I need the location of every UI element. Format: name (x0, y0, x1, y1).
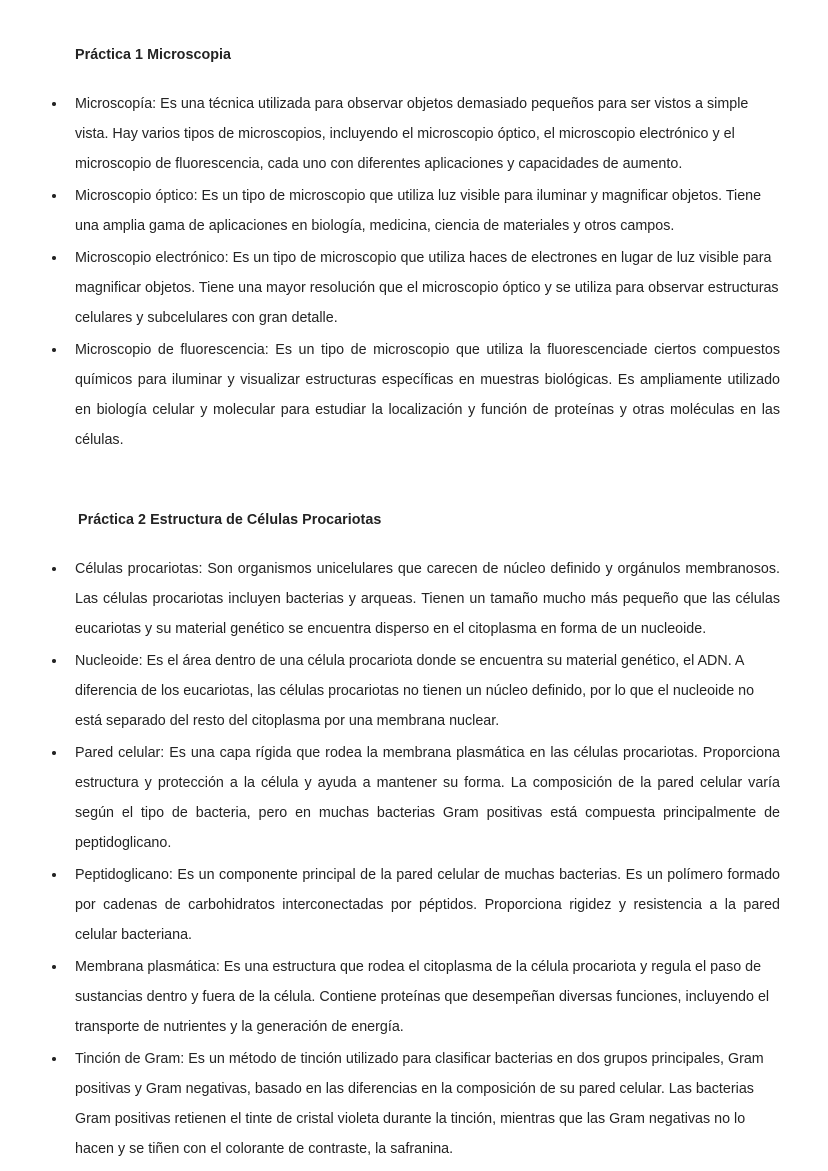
bullet-text: Microscopio óptico: Es un tipo de microscopio que utiliza luz visible para iluminar y magnificar objetos. Tiene una amplia gama de aplicaciones en biología, medicina, ciencia de materiales y otros campos. (75, 188, 762, 234)
list-item (52, 181, 780, 241)
list-item (52, 646, 780, 736)
document-content (52, 45, 780, 1166)
bullet-text: Microscopio electrónico: Es un tipo de microscopio que utiliza haces de electrones en lugar de luz visible para magnificar objetos. Tiene una mayor resolución que el microscopio óptico y se utiliza para observar estructuras celulares y subcelulares con gran detalle. (75, 250, 779, 326)
list-item (52, 952, 780, 1042)
list-item (52, 335, 780, 455)
list-item (52, 554, 780, 644)
list-item (52, 738, 780, 858)
section-practica-1 (52, 45, 780, 455)
list-item (52, 860, 780, 950)
bullet-text: Membrana plasmática: Es una estructura que rodea el citoplasma de la célula procariota y regula el paso de sustancias dentro y fuera de la célula. Contiene proteínas que desempeñan diversas funciones, incluyendo el transporte de nutrientes y la generación de energía. (75, 959, 770, 1035)
section-heading-practica-2: Práctica 2 Estructura de Células Procariotas (78, 512, 382, 528)
bullet-text: Tinción de Gram: Es un método de tinción utilizado para clasificar bacterias en dos grupos principales, Gram positivas y Gram negativas, basado en las diferencias en la composición de su pared celular. Las bacterias Gram positivas retienen el tinte de cristal violeta durante la tinción, mientras que las Gram negativas no lo hacen y se tiñen con el colorante de contraste, la safranina. (75, 1051, 764, 1157)
bullet-list-practica-2 (52, 554, 780, 1164)
bullet-text: Peptidoglicano: Es un componente principal de la pared celular de muchas bacterias. Es un polímero formado por cadenas de carbohidratos interconectadas por péptidos. Proporciona rigidez y resistencia a la pared celular bacteriana. (75, 867, 780, 943)
bullet-text: Pared celular: Es una capa rígida que rodea la membrana plasmática en las células procariotas. Proporciona estructura y protección a la célula y ayuda a mantener su forma. La composición de la pared celular varía según el tipo de bacteria, pero en muchas bacterias Gram positivas está compuesta principalmente de peptidoglicano. (75, 745, 780, 851)
section-heading-practica-1: Práctica 1 Microscopia (75, 47, 232, 63)
bullet-text: Células procariotas: Son organismos unicelulares que carecen de núcleo definido y orgánulos membranosos. Las células procariotas incluyen bacterias y arqueas. Tienen un tamaño mucho más pequeño que las células eucariotas y su material genético se encuentra disperso en el citoplasma en forma de un nucleoide. (75, 561, 780, 637)
bullet-text: Microscopía: Es una técnica utilizada para observar objetos demasiado pequeños para ser vistos a simple vista. Hay varios tipos de microscopios, incluyendo el microscopio óptico, el microscopio electrónico y el microscopio de fluorescencia, cada uno con diferentes aplicaciones y capacidades de aumento. (75, 96, 749, 172)
bullet-list-practica-1 (52, 89, 780, 455)
list-item (52, 243, 780, 333)
bullet-text: Microscopio de fluorescencia: Es un tipo de microscopio que utiliza la fluorescenciade ciertos compuestos químicos para iluminar y visualizar estructuras específicas en muestras biológicas. Es ampliamente utilizado en biología celular y molecular para estudiar la localización y función de proteínas y otras moléculas en las células. (75, 342, 780, 448)
list-item (52, 89, 780, 179)
list-item (52, 1044, 780, 1164)
section-practica-2 (52, 510, 780, 1164)
bullet-text: Nucleoide: Es el área dentro de una célula procariota donde se encuentra su material genético, el ADN. A diferencia de los eucariotas, las células procariotas no tienen un núcleo definido, por lo que el nucleoide no está separado del resto del citoplasma por una membrana nuclear. (75, 653, 755, 729)
